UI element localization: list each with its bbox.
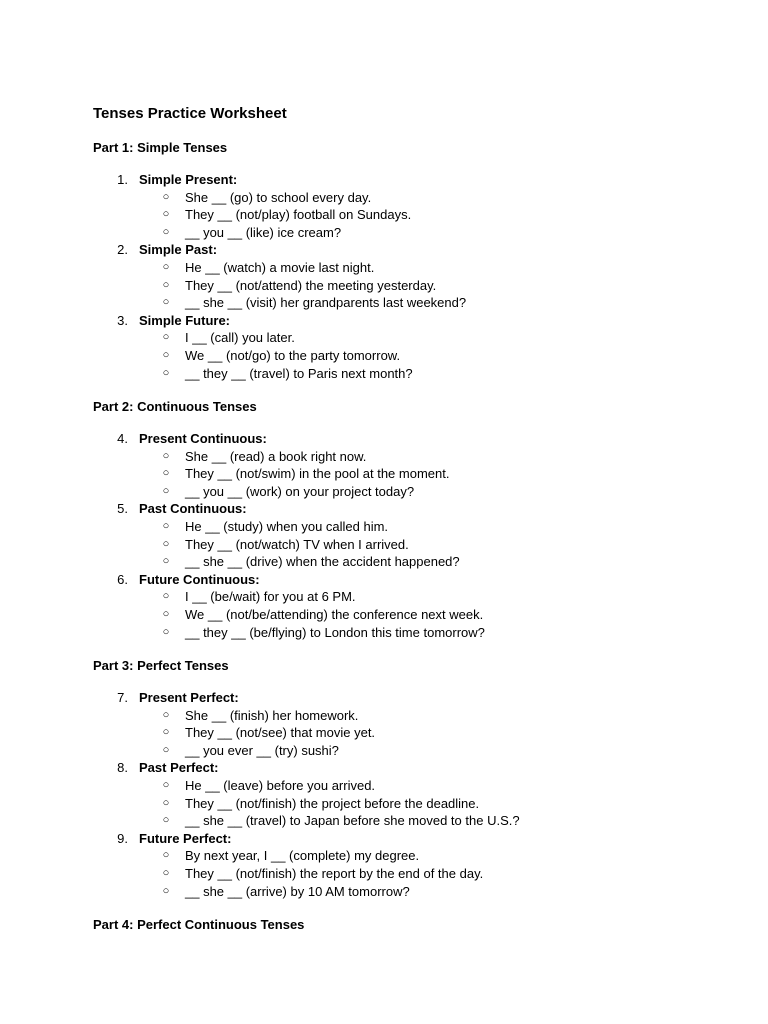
bullet-icon: ○ (162, 726, 170, 739)
bullet-icon: ○ (162, 867, 170, 879)
exercise-text: We __ (not/be/attending) the conference next week. (185, 607, 484, 622)
exercise-text: He __ (study) when you called him. (185, 519, 389, 534)
tense-number: 4. (117, 431, 128, 446)
exercise-item (0, 795, 768, 813)
tense-2-heading (0, 241, 768, 258)
tense-3-heading (0, 312, 768, 329)
exercise-text: He __ (watch) a movie last night. (185, 260, 375, 275)
bullet-icon: ○ (162, 590, 170, 603)
bullet-icon: ○ (162, 814, 170, 827)
exercise-item (0, 347, 768, 365)
tense-label: Simple Future: (139, 312, 231, 328)
exercise-text: __ they __ (travel) to Paris next month? (185, 365, 413, 381)
bullet-icon: ○ (162, 743, 170, 756)
bullet-icon: ○ (162, 349, 170, 361)
exercise-text: She __ (finish) her homework. (185, 707, 359, 723)
part-3-heading: Part 3: Perfect Tenses (93, 658, 229, 673)
bullet-icon: ○ (162, 261, 170, 273)
bullet-icon: ○ (162, 296, 170, 309)
tense-number: 8. (117, 760, 128, 776)
exercise-item (0, 812, 768, 830)
exercise-text: __ she __ (travel) to Japan before she moved to the U.S.? (185, 813, 520, 829)
bullet-icon: ○ (162, 849, 170, 862)
exercise-text: __ you __ (like) ice cream? (185, 224, 342, 240)
exercise-text: __ they __ (be/flying) to London this time tomorrow? (185, 624, 485, 640)
exercise-text: __ you __ (work) on your project today? (185, 483, 415, 499)
tense-number: 7. (117, 690, 128, 705)
exercise-text: __ she __ (drive) when the accident happened? (185, 554, 460, 570)
bullet-icon: ○ (162, 708, 170, 721)
bullet-icon: ○ (162, 779, 170, 791)
bullet-icon: ○ (162, 278, 170, 291)
tense-9-heading (0, 830, 768, 847)
bullet-icon: ○ (162, 366, 170, 379)
part-1-heading: Part 1: Simple Tenses (93, 140, 228, 155)
part-4-heading: Part 4: Perfect Continuous Tenses (93, 917, 305, 932)
exercise-item (0, 707, 768, 725)
tense-label: Future Continuous: (139, 571, 260, 587)
page-title: Tenses Practice Worksheet (93, 105, 287, 122)
bullet-icon: ○ (162, 449, 170, 462)
exercise-item (0, 189, 768, 207)
tense-6-heading (0, 571, 768, 588)
exercise-item (0, 777, 768, 795)
exercise-text: They __ (not/finish) the project before the deadline. (185, 795, 480, 811)
exercise-text: They __ (not/finish) the report by the end of the day. (185, 866, 484, 881)
exercise-item (0, 448, 768, 466)
tense-number: 9. (117, 830, 128, 846)
tense-5-heading (0, 500, 768, 517)
bullet-icon: ○ (162, 208, 170, 221)
tense-1-heading (0, 171, 768, 188)
exercise-item (0, 553, 768, 571)
exercise-item (0, 206, 768, 224)
bullet-icon: ○ (162, 520, 170, 532)
tense-7-heading (0, 689, 768, 706)
exercise-item (0, 277, 768, 295)
exercise-item (0, 224, 768, 242)
bullet-icon: ○ (162, 467, 170, 480)
exercise-text: I __ (be/wait) for you at 6 PM. (185, 589, 356, 605)
bullet-icon: ○ (162, 796, 170, 809)
tense-label: Future Perfect: (139, 830, 232, 846)
bullet-icon: ○ (162, 190, 170, 203)
exercise-text: They __ (not/see) that movie yet. (185, 725, 376, 741)
tense-label: Simple Present: (139, 172, 238, 187)
exercise-item (0, 606, 768, 624)
exercise-text: She __ (read) a book right now. (185, 448, 367, 464)
tense-number: 2. (117, 242, 128, 258)
exercise-item (0, 536, 768, 554)
tense-number: 1. (117, 172, 128, 187)
tense-8-heading (0, 759, 768, 776)
exercise-item (0, 883, 768, 901)
exercise-item (0, 588, 768, 606)
tense-number: 6. (117, 571, 128, 587)
exercise-text: They __ (not/swim) in the pool at the moment. (185, 466, 450, 482)
exercise-text: She __ (go) to school every day. (185, 189, 372, 205)
bullet-icon: ○ (162, 884, 170, 897)
tense-label: Simple Past: (139, 242, 218, 258)
bullet-icon: ○ (162, 537, 170, 550)
exercise-text: I __ (call) you later. (185, 330, 295, 346)
exercise-item (0, 518, 768, 536)
tense-label: Past Perfect: (139, 760, 219, 776)
exercise-item (0, 483, 768, 501)
exercise-item (0, 294, 768, 312)
exercise-text: __ she __ (arrive) by 10 AM tomorrow? (185, 883, 410, 899)
bullet-icon: ○ (162, 331, 170, 344)
exercise-item (0, 847, 768, 865)
bullet-icon: ○ (162, 625, 170, 638)
tense-4-heading (0, 430, 768, 447)
exercise-text: They __ (not/play) football on Sundays. (185, 207, 412, 223)
tense-number: 3. (117, 312, 128, 328)
exercise-item (0, 259, 768, 277)
exercise-item (0, 742, 768, 760)
exercise-item (0, 724, 768, 742)
exercise-item (0, 865, 768, 883)
tense-label: Past Continuous: (139, 501, 247, 517)
exercise-text: By next year, I __ (complete) my degree. (185, 848, 420, 864)
exercise-item (0, 329, 768, 347)
tense-number: 5. (117, 501, 128, 517)
exercise-text: They __ (not/watch) TV when I arrived. (185, 536, 409, 552)
bullet-icon: ○ (162, 225, 170, 238)
exercise-text: __ you ever __ (try) sushi? (185, 742, 339, 758)
exercise-item (0, 365, 768, 383)
tense-label: Present Perfect: (139, 690, 239, 705)
exercise-item (0, 465, 768, 483)
tense-label: Present Continuous: (139, 431, 267, 446)
exercise-text: We __ (not/go) to the party tomorrow. (185, 348, 401, 363)
part-2-heading: Part 2: Continuous Tenses (93, 399, 257, 414)
exercise-text: He __ (leave) before you arrived. (185, 778, 376, 793)
bullet-icon: ○ (162, 484, 170, 497)
bullet-icon: ○ (162, 608, 170, 620)
bullet-icon: ○ (162, 555, 170, 568)
exercise-text: They __ (not/attend) the meeting yesterday. (185, 277, 437, 293)
exercise-item (0, 624, 768, 642)
exercise-text: __ she __ (visit) her grandparents last weekend? (185, 295, 467, 311)
